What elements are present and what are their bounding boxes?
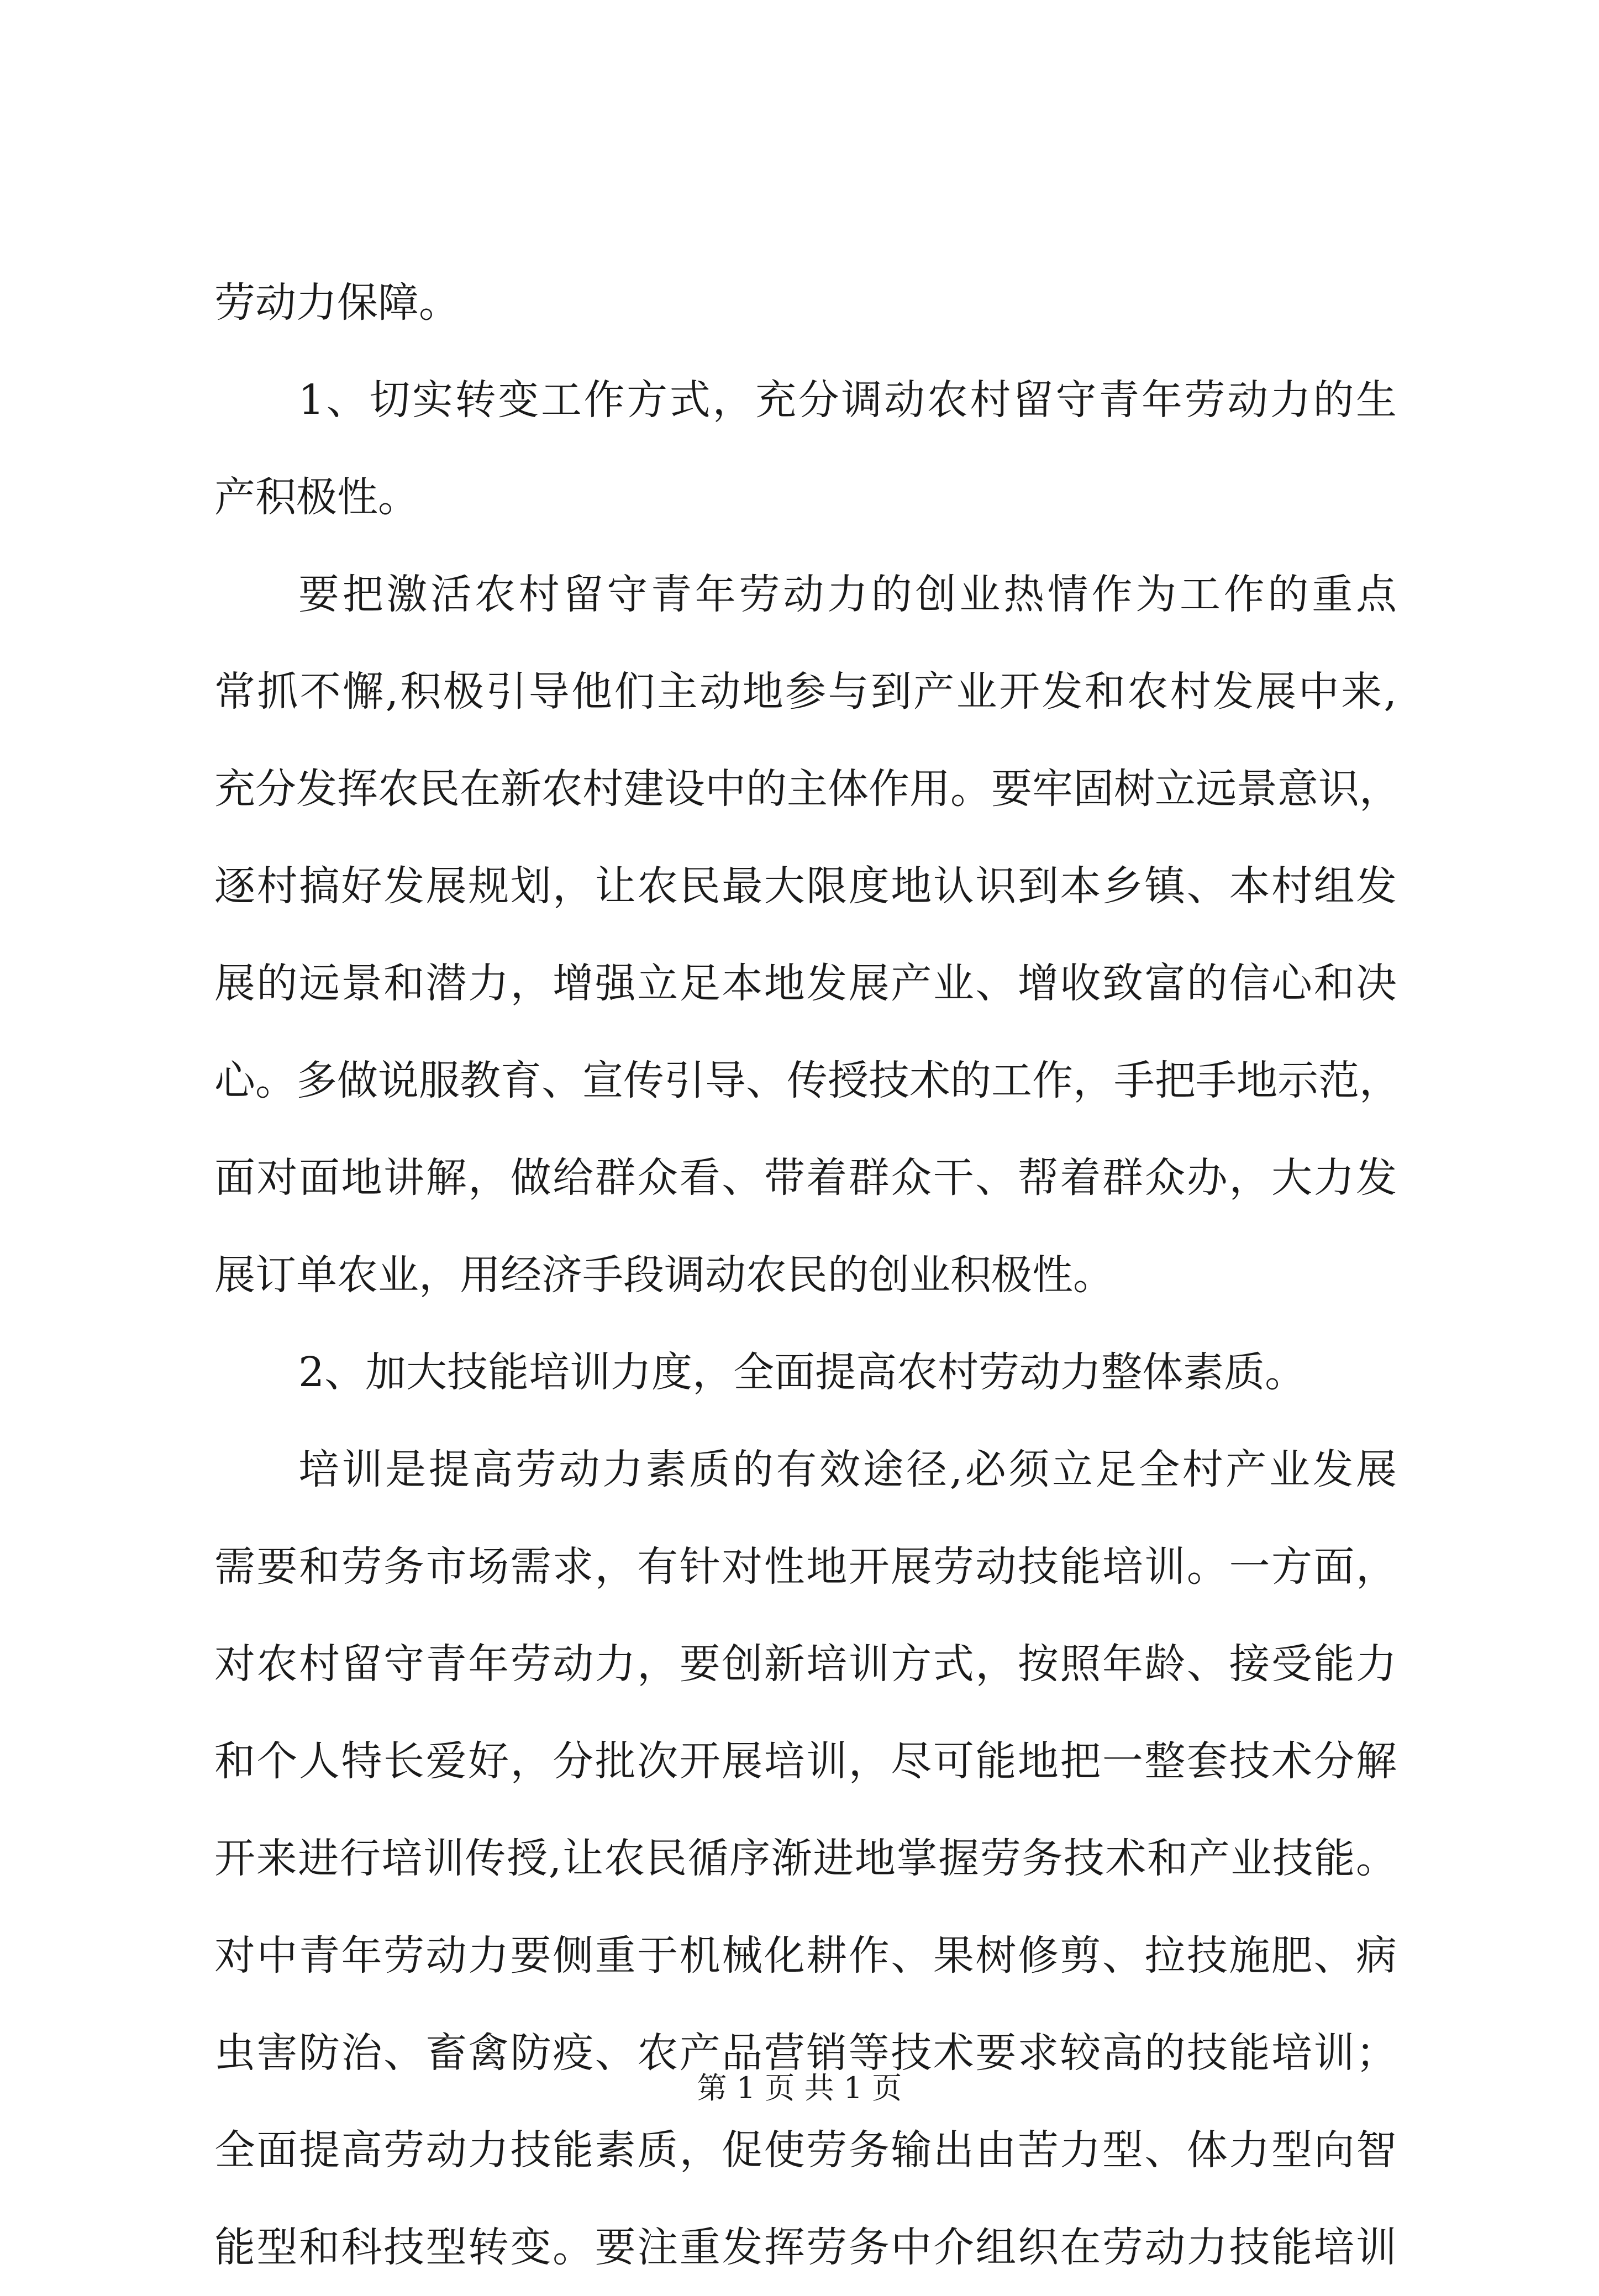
paragraph-line: 逐村搞好发展规划，让农民最大限度地认识到本乡镇、本村组发: [214, 862, 1397, 910]
paragraph-line: 充分发挥农民在新农村建设中的主体作用。要牢固树立远景意识，: [214, 765, 1400, 813]
paragraph-line: 产积极性。: [214, 473, 419, 521]
paragraph-line: 心。多做说服教育、宣传引导、传授技术的工作，手把手地示范，: [214, 1057, 1400, 1104]
paragraph-line: 和个人特长爱好，分批次开展培训，尽可能地把一整套技术分解: [214, 1737, 1397, 1785]
paragraph-line: 展的远景和潜力，增强立足本地发展产业、增收致富的信心和决: [214, 960, 1397, 1007]
paragraph-line: 开来进行培训传授,让农民循序渐进地掌握劳务技术和产业技能。: [214, 1835, 1397, 1882]
paragraph-line: 对农村留守青年劳动力，要创新培训方式，按照年龄、接受能力: [214, 1640, 1397, 1688]
paragraph-line: 1、切实转变工作方式，充分调动农村留守青年劳动力的生: [298, 376, 1397, 424]
body-text: [214, 254, 1400, 2296]
paragraph-line: 面对面地讲解，做给群众看、带着群众干、帮着群众办，大力发: [214, 1154, 1397, 1202]
paragraph-line: 2、加大技能培训力度，全面提高农村劳动力整体素质。: [298, 1349, 1306, 1396]
paragraph-line: 要把激活农村留守青年劳动力的创业热情作为工作的重点: [298, 571, 1397, 618]
paragraph-line: 培训是提高劳动力素质的有效途径,必须立足全村产业发展: [298, 1446, 1397, 1493]
paragraph-line: 对中青年劳动力要侧重于机械化耕作、果树修剪、拉技施肥、病: [214, 1932, 1397, 1979]
paragraph-line: 能型和科技型转变。要注重发挥劳务中介组织在劳动力技能培训: [214, 2224, 1397, 2271]
paragraph-line: 展订单农业，用经济手段调动农民的创业积极性。: [214, 1251, 1114, 1299]
page-footer: 第 1 页 共 1 页: [697, 2071, 902, 2105]
paragraph-line: 常抓不懈,积极引导他们主动地参与到产业开发和农村发展中来,: [214, 668, 1397, 715]
paragraph-line: 虫害防治、畜禽防疫、农产品营销等技术要求较高的技能培训；: [214, 2029, 1397, 2077]
paragraph-line: 劳动力保障。: [214, 279, 460, 327]
paragraph-line: 需要和劳务市场需求，有针对性地开展劳动技能培训。一方面，: [214, 1543, 1397, 1591]
paragraph-line: 全面提高劳动力技能素质，促使劳务输出由苦力型、体力型向智: [214, 2126, 1397, 2174]
